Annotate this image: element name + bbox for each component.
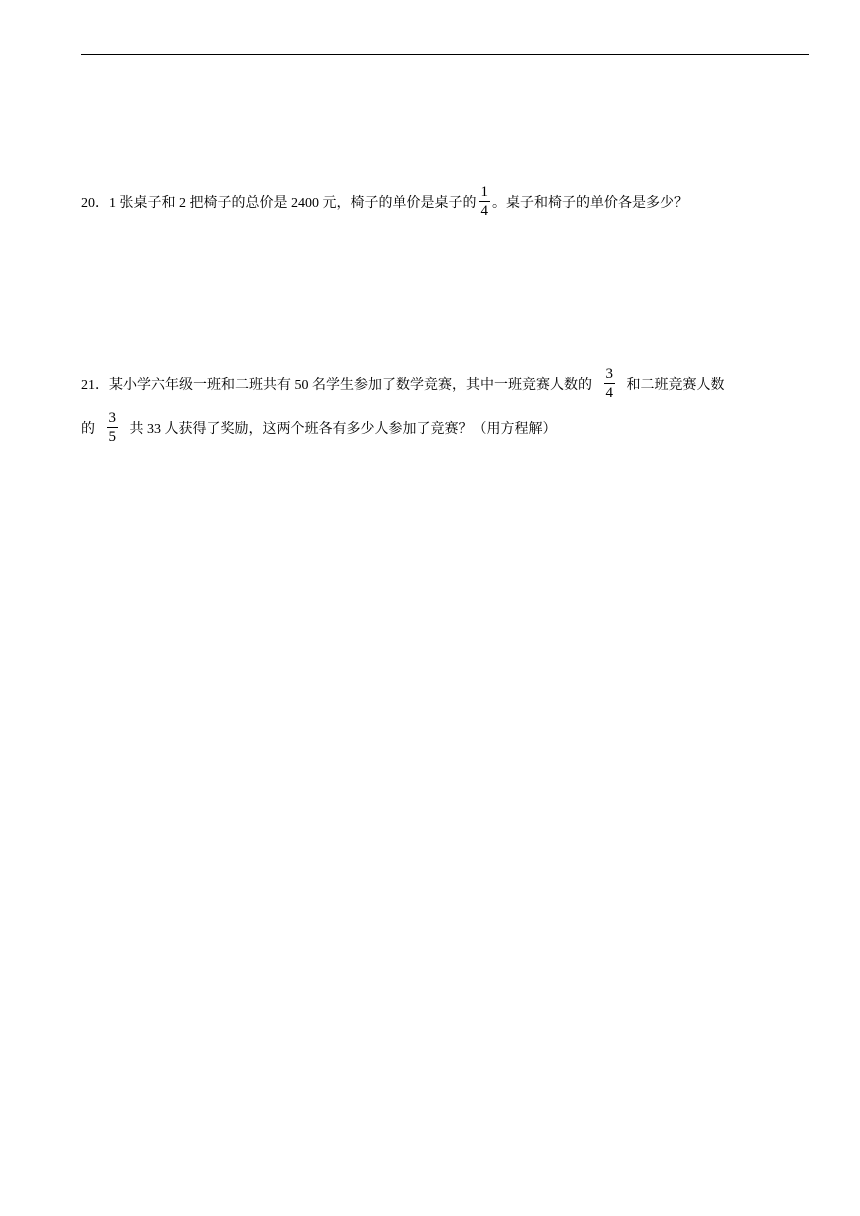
question-text-after: 。桌子和椅子的单价各是多少？ bbox=[492, 195, 688, 211]
question-line-2 bbox=[81, 409, 557, 446]
question-text: 1 张桌子和 2 把椅子的总价是 2400 元，椅子的单价是桌子的 bbox=[109, 195, 477, 211]
question-text: 的 bbox=[81, 421, 95, 437]
question-text-after: 共 33 人获得了奖励，这两个班各有多少人参加了竞赛？（用方程解） bbox=[129, 421, 557, 437]
question-number: 21． bbox=[81, 377, 109, 393]
fraction-numerator: 3 bbox=[605, 366, 613, 382]
fraction bbox=[479, 183, 491, 220]
question-number: 20． bbox=[81, 195, 109, 211]
header-rule bbox=[81, 54, 809, 55]
question-20 bbox=[81, 183, 688, 220]
fraction-denominator: 4 bbox=[605, 385, 613, 401]
fraction-numerator: 3 bbox=[108, 410, 116, 426]
question-text: 某小学六年级一班和二班共有 50 名学生参加了数学竞赛，其中一班竞赛人数的 bbox=[109, 377, 592, 393]
question-line-1 bbox=[81, 365, 725, 402]
fraction bbox=[604, 365, 616, 402]
fraction-numerator: 1 bbox=[480, 184, 488, 200]
fraction-denominator: 5 bbox=[108, 429, 116, 445]
question-text-after: 和二班竞赛人数 bbox=[626, 377, 725, 393]
fraction-denominator: 4 bbox=[480, 203, 488, 219]
fraction bbox=[107, 409, 119, 446]
